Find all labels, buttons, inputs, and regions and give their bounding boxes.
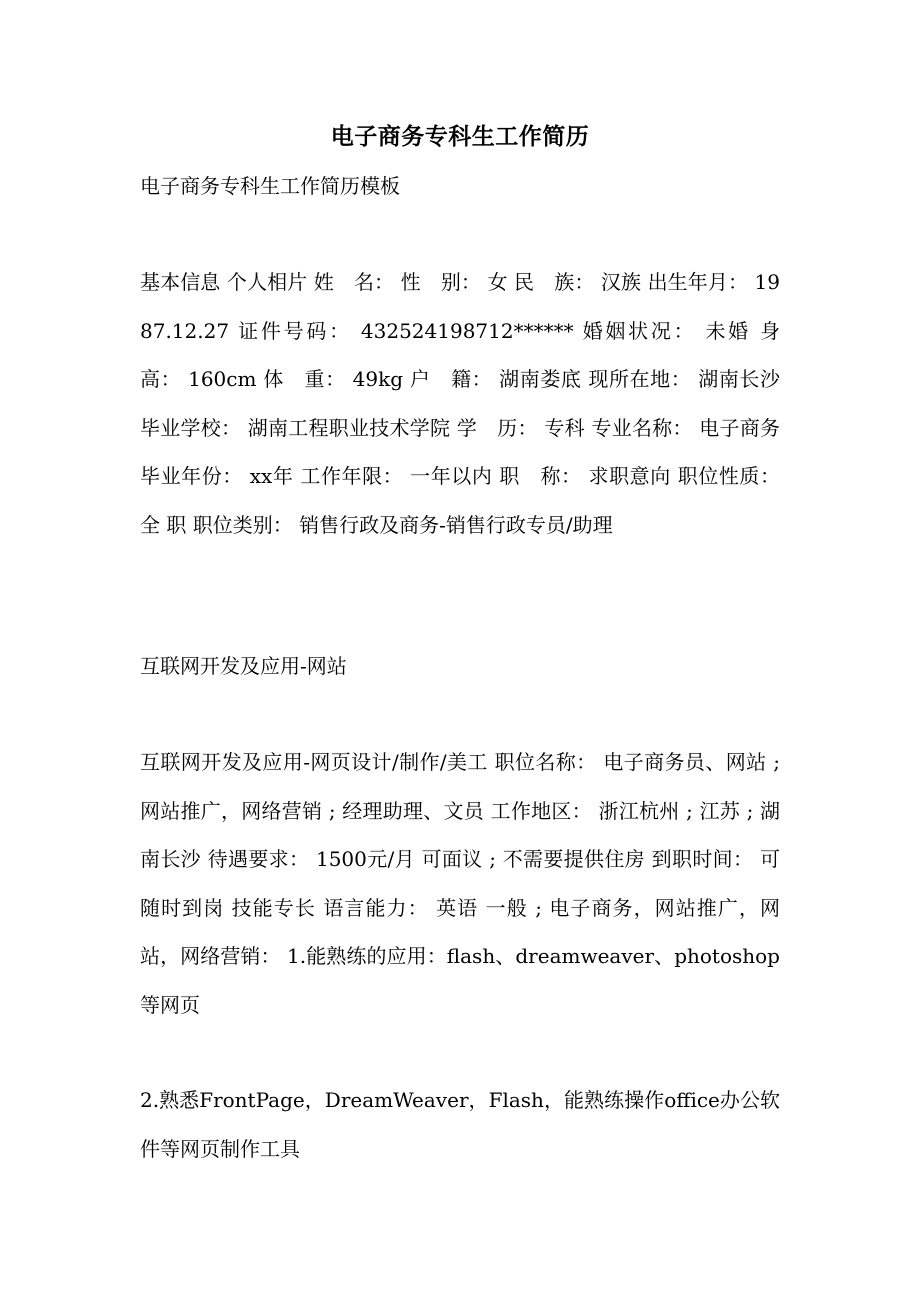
job-intention-paragraph: 互联网开发及应用-网页设计/制作/美工 职位名称： 电子商务员、网站 ; 网站推广，网络营销 ; 经理助理、文员 工作地区： 浙江杭州 ; 江苏 ; 湖南长沙 待遇要求： 1500元/月 可面议 ; 不需要提供住房 到职时间： 可随时到岗 技能专长 语言能力： 英语 一般 ; 电子商务，网站推广，网站，网络营销： 1.能熟练的应用：flash、dreamweaver、photoshop等网页 — [140, 750, 780, 1017]
skill-item-2: 2.熟悉FrontPage，DreamWeaver，Flash，能熟练操作office办公软件等网页制作工具 — [140, 1088, 780, 1161]
basic-info-paragraph: 基本信息 个人相片 姓 名： 性 别： 女 民 族： 汉族 出生年月： 1987.12.27 证件号码： 432524198712****** 婚姻状况： 未婚 身 高： 160cm 体 重： 49kg 户 籍： 湖南娄底 现所在地： 湖南长沙 毕业学校： 湖南工程职业技术学院 学 历： 专科 专业名称： 电子商务 毕业年份： xx年 工作年限： 一年以内 职 称： 求职意向 职位性质： 全 职 职位类别： 销售行政及商务-销售行政专员/助理 — [140, 270, 800, 537]
document-subtitle: 电子商务专科生工作简历模板 — [140, 174, 400, 198]
job-category-paragraph: 互联网开发及应用-网站 — [140, 654, 347, 678]
document-title: 电子商务专科生工作简历 — [330, 123, 590, 150]
